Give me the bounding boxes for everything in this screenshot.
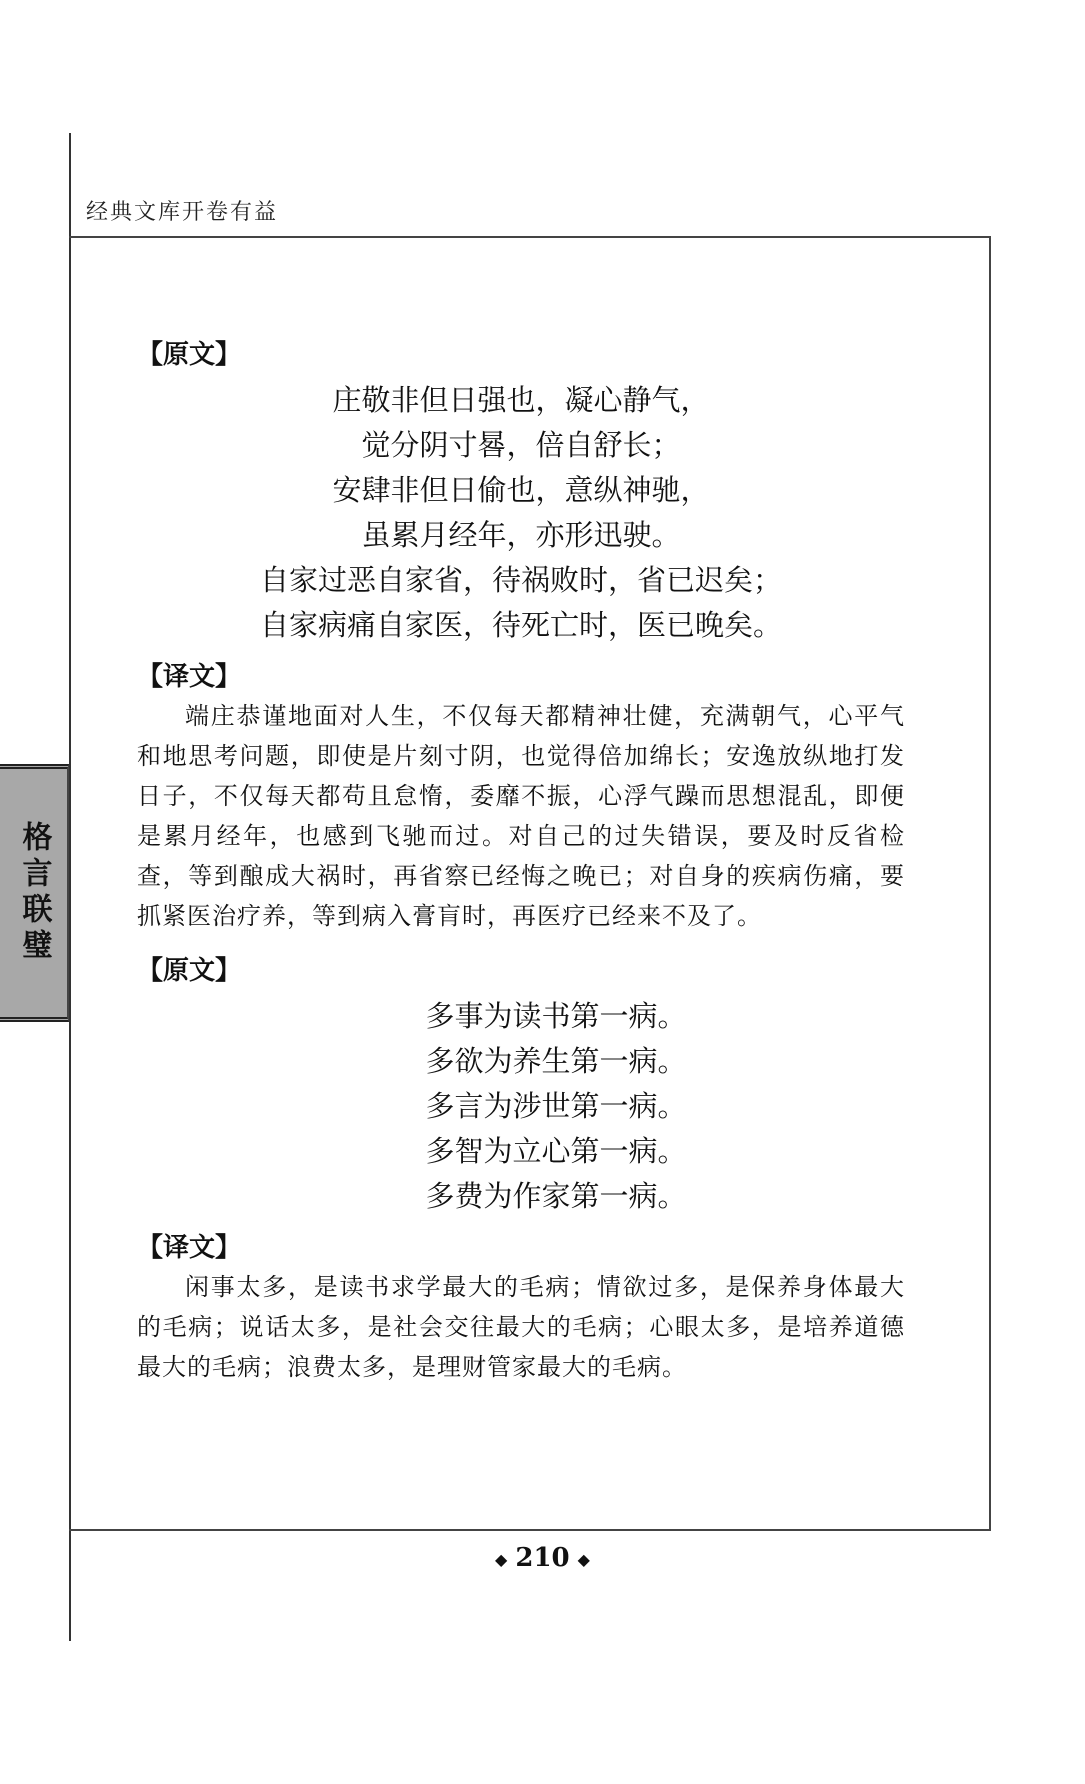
verse-line: 多智为立心第一病。 [425, 1134, 687, 1168]
section-label-translation-2: 【译文】 [137, 1233, 242, 1263]
page-number: 210 [515, 1543, 570, 1573]
verse-line: 庄敬非但日强也，凝心静气， [332, 383, 710, 417]
original-verse-1 [137, 378, 905, 648]
verse-line: 多事为读书第一病。 [425, 999, 687, 1033]
chapter-side-tab-label: 格言联璧 [16, 821, 52, 965]
section-label-original-1: 【原文】 [137, 340, 242, 370]
original-verse-2 [137, 994, 905, 1219]
verse-line: 自家过恶自家省，待祸败时，省已迟矣； [259, 563, 782, 597]
verse-line: 觉分阴寸晷，倍自舒长； [361, 428, 681, 462]
verse-line: 自家病痛自家医，待死亡时，医已晚矣。 [259, 608, 782, 642]
translation-paragraph-2: 闲事太多，是读书求学最大的毛病；情欲过多，是保养身体最大的毛病；说话太多，是社会交往最大的毛病；心眼太多，是培养道德最大的毛病；浪费太多，是理财管家最大的毛病。 [137, 1273, 905, 1381]
section-label-original-2: 【原文】 [137, 956, 242, 986]
verse-line: 多欲为养生第一病。 [425, 1044, 687, 1078]
section-label-translation-1: 【译文】 [137, 662, 242, 692]
page-number-footer [0, 1543, 1085, 1573]
page-body [137, 336, 905, 1403]
diamond-ornament-icon: ◆ [577, 1549, 590, 1569]
chapter-side-tab [0, 764, 69, 1022]
verse-line: 多费为作家第一病。 [425, 1179, 687, 1213]
verse-line: 虽累月经年，亦形迅驶。 [361, 518, 681, 552]
verse-line: 安肆非但日偷也，意纵神驰， [332, 473, 710, 507]
verse-line: 多言为涉世第一病。 [425, 1089, 687, 1123]
diamond-ornament-icon: ◆ [495, 1549, 508, 1569]
translation-paragraph-1: 端庄恭谨地面对人生，不仅每天都精神壮健，充满朝气，心平气和地思考问题，即使是片刻寸阴，也觉得倍加绵长；安逸放纵地打发日子，不仅每天都苟且怠惰，委靡不振，心浮气躁而思想混乱，即便是累月经年，也感到飞驰而过。对自己的过失错误，要及时反省检查，等到酿成大祸时，再省察已经悔之晚已；对自身的疾病伤痛，要抓紧医治疗养，等到病入膏肓时，再医疗已经来不及了。 [137, 702, 905, 930]
running-header: 经典文库开卷有益 [86, 200, 279, 225]
